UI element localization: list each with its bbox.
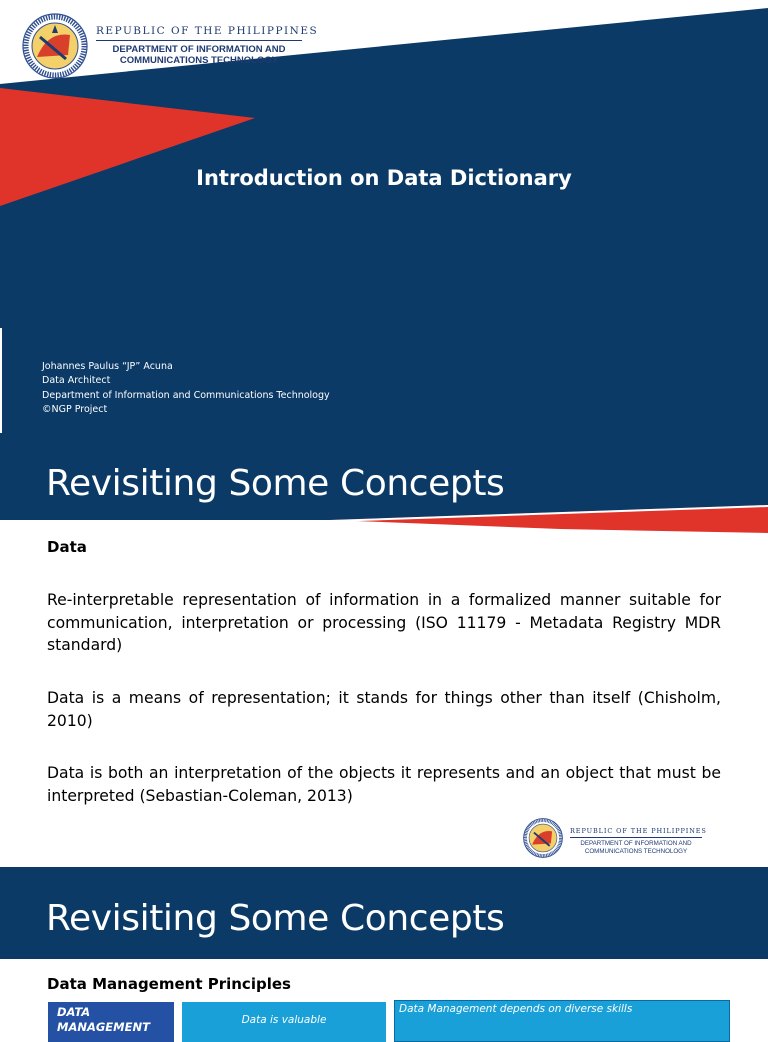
slide1-edge-accent: [0, 328, 2, 433]
org-wordmark: [96, 25, 319, 66]
dict-seal-logo: [22, 13, 88, 79]
presenter-info: [42, 360, 330, 417]
presenter-name: Johannes Paulus “JP” Acuna: [42, 361, 173, 372]
org-department-line: DEPARTMENT OF INFORMATION AND: [112, 44, 286, 55]
slide1-title: Introduction on Data Dictionary: [196, 166, 572, 190]
title-slide: [0, 0, 768, 433]
slide2-title: Revisiting Some Concepts: [46, 463, 505, 504]
dict-seal-logo-small: [523, 818, 563, 858]
org-divider-small: [570, 837, 702, 838]
principle-card-right-label: Data Management depends on diverse skills: [399, 1003, 633, 1015]
org-republic-line: REPUBLIC OF THE PHILIPPINES: [96, 25, 319, 37]
definition-iso-paragraph: Re-interpretable representation of information in a formalized manner suitable for communication, interpretation or processing (ISO 11179 - Metadata Registry MDR standard): [47, 591, 721, 654]
slide3-title: Revisiting Some Concepts: [46, 898, 505, 939]
org-republic-line-small: REPUBLIC OF THE PHILIPPINES: [570, 827, 707, 835]
slide3-subheading: Data Management Principles: [47, 975, 291, 993]
principle-card-middle-label: Data is valuable: [241, 1014, 327, 1026]
org-department-line-2: COMMUNICATIONS TECHNOLOGY: [119, 55, 279, 66]
principle-card-left: [48, 1002, 174, 1042]
presenter-role: Data Architect: [42, 375, 111, 387]
org-department-line-small-2: COMMUNICATIONS TECHNOLOGY: [584, 847, 688, 855]
principle-card-left-label: DATA: [57, 1005, 91, 1019]
principle-card-middle: [182, 1002, 386, 1042]
principles-slide: [0, 867, 768, 1034]
concepts-slide: [0, 433, 768, 867]
definition-chisholm-paragraph: Data is a means of representation; it stands for things other than itself (Chisholm, 2010): [47, 689, 721, 730]
org-divider: [96, 40, 302, 41]
presenter-organization: Department of Information and Communications Technology: [42, 389, 330, 401]
slide2-subheading: Data: [47, 538, 87, 556]
principle-card-right: [394, 1000, 730, 1042]
org-department-line-small: DEPARTMENT OF INFORMATION AND: [580, 840, 692, 847]
presenter-project: ©NGP Project: [42, 403, 108, 415]
definition-sebastian-coleman-paragraph: Data is both an interpretation of the objects it represents and an object that must be interpreted (Sebastian-Coleman, 2013): [47, 764, 721, 805]
principle-card-left-label-2: MANAGEMENT: [57, 1020, 150, 1034]
org-wordmark-small: [570, 827, 707, 855]
